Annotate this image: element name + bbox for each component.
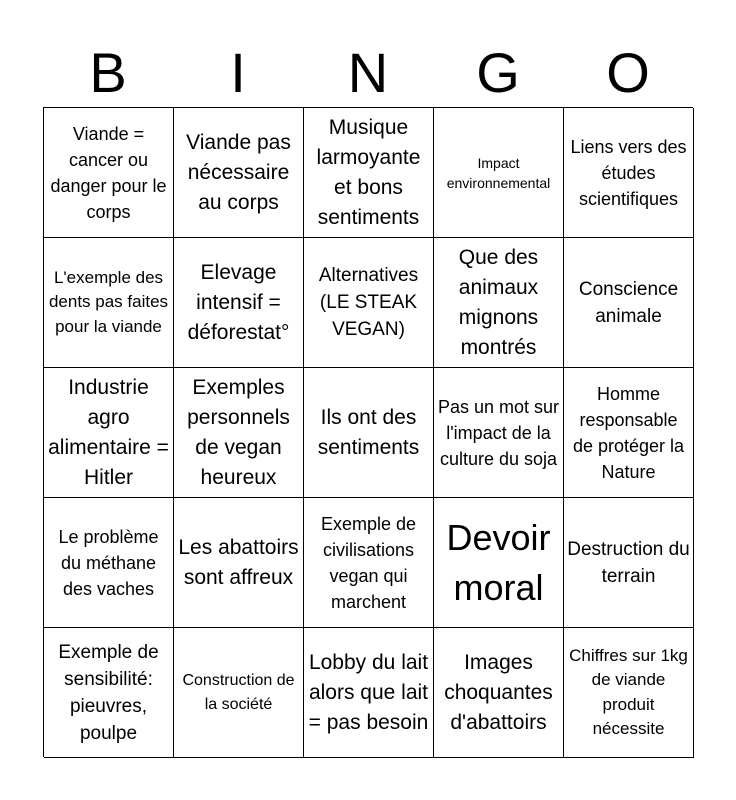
bingo-cell-2[interactable] xyxy=(174,108,304,238)
header-letter-n: N xyxy=(347,41,389,104)
bingo-cell-15[interactable] xyxy=(564,368,694,498)
bingo-header xyxy=(43,38,693,108)
cell-text: Musique larmoyante et bons sentiments xyxy=(316,115,421,229)
cell-text: Viande = cancer ou danger pour le corps xyxy=(50,123,167,222)
cell-text: Que des animaux mignons montrés xyxy=(458,245,539,359)
header-letter-i: I xyxy=(230,41,246,104)
bingo-cell-4[interactable] xyxy=(434,108,564,238)
cell-text: Ils ont des sentiments xyxy=(317,405,420,459)
cell-text: Viande pas nécessaire au corps xyxy=(186,130,291,214)
cell-text: Le problème du méthane des vaches xyxy=(58,526,159,599)
cell-text: Lobby du lait alors que lait = pas besoin xyxy=(308,650,429,734)
cell-text: L'exemple des dents pas faites pour la viande xyxy=(48,267,169,336)
cell-text: Chiffres sur 1kg de viande produit nécessite xyxy=(569,645,688,738)
bingo-cell-11[interactable] xyxy=(44,368,174,498)
bingo-cell-13[interactable] xyxy=(304,368,434,498)
cell-text: Homme responsable de protéger la Nature xyxy=(572,383,685,482)
bingo-cell-8[interactable] xyxy=(304,238,434,368)
cell-text: Destruction du terrain xyxy=(567,538,690,587)
header-letter-b: B xyxy=(89,41,127,104)
cell-text: Exemple de civilisations vegan qui marchent xyxy=(320,513,417,612)
bingo-cell-6[interactable] xyxy=(44,238,174,368)
bingo-cell-20[interactable] xyxy=(564,498,694,628)
bingo-cell-17[interactable] xyxy=(174,498,304,628)
bingo-cell-16[interactable] xyxy=(44,498,174,628)
bingo-grid xyxy=(43,107,693,757)
cell-text: Exemple de sensibilité: pieuvres, poulpe xyxy=(58,641,159,744)
bingo-cell-21[interactable] xyxy=(44,628,174,758)
cell-text: Elevage intensif = déforestat° xyxy=(187,260,290,344)
cell-text: Alternatives (LE STEAK VEGAN) xyxy=(318,265,419,340)
bingo-cell-18[interactable] xyxy=(304,498,434,628)
cell-text: Images choquantes d'abattoirs xyxy=(444,650,553,734)
header-letter-o: O xyxy=(606,41,650,104)
bingo-cell-19[interactable] xyxy=(434,498,564,628)
bingo-cell-12[interactable] xyxy=(174,368,304,498)
cell-text: Pas un mot sur l'impact de la culture du soja xyxy=(437,396,560,469)
bingo-cell-3[interactable] xyxy=(304,108,434,238)
bingo-cell-10[interactable] xyxy=(564,238,694,368)
bingo-cell-23[interactable] xyxy=(304,628,434,758)
bingo-cell-5[interactable] xyxy=(564,108,694,238)
bingo-cell-1[interactable] xyxy=(44,108,174,238)
bingo-cell-22[interactable] xyxy=(174,628,304,758)
cell-text: Les abattoirs sont affreux xyxy=(178,535,299,589)
cell-text: Liens vers des études scientifiques xyxy=(570,136,687,209)
cell-text: Devoir moral xyxy=(446,516,551,608)
cell-text: Conscience animale xyxy=(578,278,679,327)
bingo-cell-14[interactable] xyxy=(434,368,564,498)
bingo-cell-24[interactable] xyxy=(434,628,564,758)
cell-text: Impact environnemental xyxy=(446,154,551,191)
cell-text: Industrie agro alimentaire = Hitler xyxy=(48,375,169,489)
bingo-cell-25[interactable] xyxy=(564,628,694,758)
cell-text: Exemples personnels de vegan heureux xyxy=(187,375,290,489)
cell-text: Construction de la société xyxy=(182,671,295,713)
bingo-cell-7[interactable] xyxy=(174,238,304,368)
bingo-cell-9[interactable] xyxy=(434,238,564,368)
header-letter-g: G xyxy=(476,41,520,104)
